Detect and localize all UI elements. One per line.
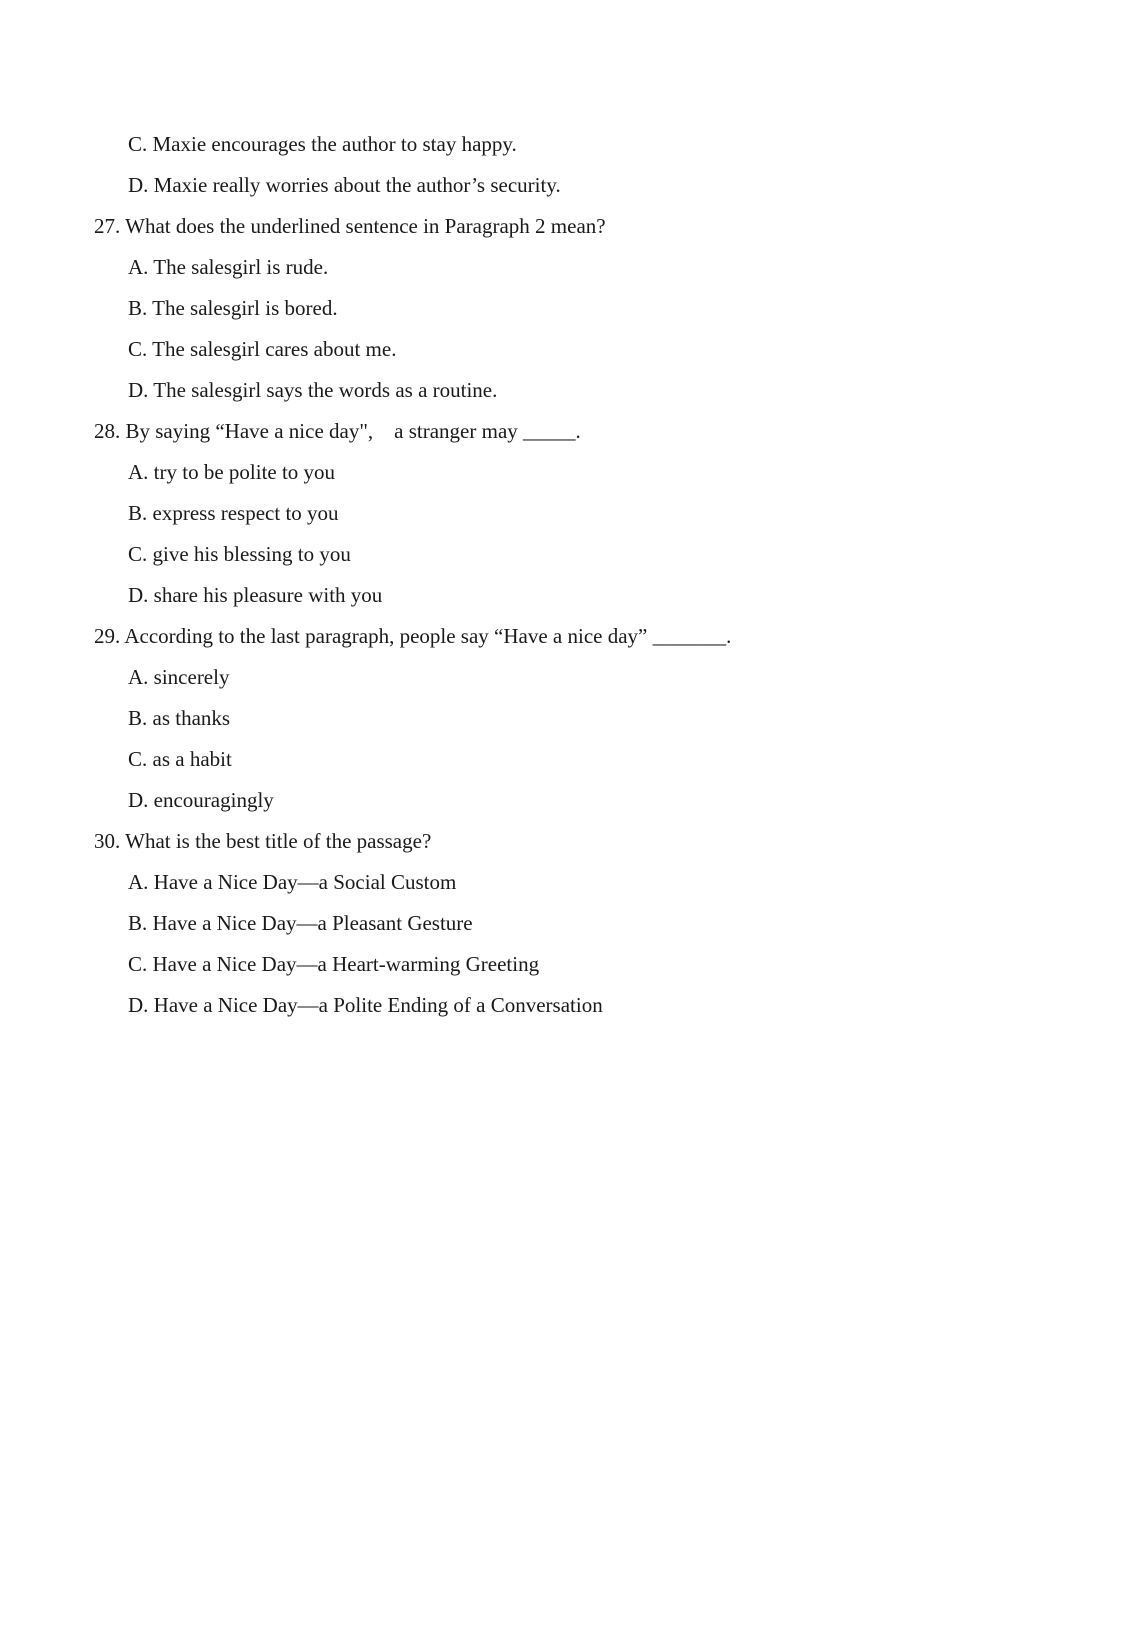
q29-option-c: C. as a habit <box>128 747 232 771</box>
q28-option-c: C. give his blessing to you <box>128 542 351 566</box>
question-27-stem: 27. What does the underlined sentence in Paragraph 2 mean? <box>94 214 606 238</box>
q30-option-d: D. Have a Nice Day—a Polite Ending of a Conversation <box>128 993 603 1017</box>
q27-option-b: B. The salesgirl is bored. <box>128 296 338 320</box>
question-30-stem: 30. What is the best title of the passage? <box>94 829 432 853</box>
q28-option-a: A. try to be polite to you <box>128 460 336 484</box>
q27-option-d: D. The salesgirl says the words as a routine. <box>128 378 498 402</box>
q26-option-d: D. Maxie really worries about the author’s security. <box>128 173 561 197</box>
q30-option-b: B. Have a Nice Day—a Pleasant Gesture <box>128 911 473 935</box>
q30-option-c: C. Have a Nice Day—a Heart-warming Greeting <box>128 952 540 976</box>
question-29-stem: 29. According to the last paragraph, people say “Have a nice day” _______. <box>94 624 732 648</box>
question-28-stem: 28. By saying “Have a nice day", a stranger may _____. <box>94 419 581 443</box>
q29-option-b: B. as thanks <box>128 706 231 730</box>
q29-option-a: A. sincerely <box>128 665 230 689</box>
q28-option-d: D. share his pleasure with you <box>128 583 383 607</box>
q27-option-a: A. The salesgirl is rude. <box>128 255 329 279</box>
q30-option-a: A. Have a Nice Day—a Social Custom <box>128 870 457 894</box>
q27-option-c: C. The salesgirl cares about me. <box>128 337 397 361</box>
q29-option-d: D. encouragingly <box>128 788 274 812</box>
q26-option-c: C. Maxie encourages the author to stay happy. <box>128 132 517 156</box>
q28-option-b: B. express respect to you <box>128 501 339 525</box>
